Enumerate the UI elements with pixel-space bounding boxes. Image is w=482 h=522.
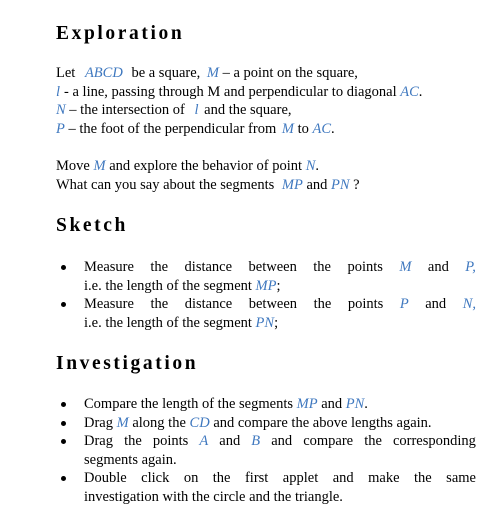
task-line-move	[56, 157, 476, 176]
text: – the intersection of	[69, 102, 185, 119]
text: and	[321, 396, 343, 412]
list-item-line	[84, 432, 476, 451]
word: the	[212, 470, 231, 487]
text: to	[297, 120, 309, 137]
bullet-icon	[61, 302, 66, 307]
text: investigation with the circle and the triangle.	[84, 488, 343, 505]
word: Double	[84, 470, 127, 487]
list-item-line	[84, 451, 476, 470]
word: the	[150, 259, 169, 275]
text: What can you say about the segments	[56, 176, 275, 193]
list-item-line	[84, 258, 476, 277]
word: the	[364, 433, 382, 450]
definition-line-square	[56, 64, 476, 83]
text: .	[364, 396, 368, 412]
text: – a point on the square,	[222, 65, 358, 81]
word: and	[219, 433, 241, 450]
word: Drag	[84, 433, 113, 450]
bullet-icon	[61, 265, 66, 270]
word: the	[313, 259, 331, 275]
word: points	[347, 296, 384, 313]
exploration-definitions	[56, 64, 476, 138]
word: and	[332, 470, 354, 487]
text: i.e. the length of the segment	[84, 277, 252, 294]
text: Let	[56, 65, 76, 81]
word: and	[427, 259, 449, 275]
text: be a square,	[131, 65, 201, 81]
bullet-icon	[61, 402, 66, 407]
word: same	[446, 470, 476, 487]
math-var-M: M	[116, 414, 129, 431]
list-item	[56, 432, 476, 469]
list-item	[56, 395, 476, 414]
investigation-list	[56, 395, 476, 507]
text: .	[331, 120, 335, 137]
list-item-line	[84, 488, 476, 507]
text: along the	[132, 414, 186, 431]
investigation-heading: Investigation	[56, 353, 199, 374]
word: the	[313, 296, 332, 313]
sketch-list	[56, 258, 476, 332]
word: click	[141, 470, 170, 487]
math-var-l: l	[56, 83, 61, 100]
word: distance	[184, 296, 233, 313]
word: between	[248, 296, 298, 313]
word: points	[347, 259, 383, 275]
math-var-P: P	[56, 120, 65, 137]
math-var-M: M	[93, 158, 106, 174]
word: and	[425, 296, 447, 313]
list-item-line	[84, 469, 476, 488]
word: on	[183, 470, 199, 487]
word: corresponding	[392, 433, 476, 450]
math-var-ABCD: ABCD	[84, 65, 123, 81]
definition-line-l	[56, 83, 476, 102]
word: Measure	[84, 259, 134, 275]
list-item	[56, 469, 476, 506]
text: and explore the behavior of point	[109, 158, 303, 174]
math-var-AC: AC	[312, 120, 332, 137]
word: applet	[282, 470, 319, 487]
text: - a line, passing through M and perpendicular to diagonal	[64, 83, 397, 100]
text: ;	[274, 314, 279, 331]
math-var-PN: PN	[255, 314, 275, 331]
math-var-AC: AC	[400, 83, 419, 100]
list-item	[56, 295, 476, 332]
math-var-A: A	[199, 433, 209, 450]
text: ;	[276, 277, 281, 294]
list-item-line	[84, 295, 476, 314]
text: .	[418, 83, 423, 100]
task-line-question	[56, 176, 476, 195]
word: make	[368, 470, 400, 487]
text: Move	[56, 158, 90, 174]
word: compare	[303, 433, 354, 450]
text: .	[315, 158, 319, 174]
math-var-CD: CD	[189, 414, 210, 431]
math-var-MP: MP	[281, 176, 303, 193]
list-item-line	[84, 314, 476, 333]
math-var-PN: PN	[331, 176, 350, 193]
text: segments again.	[84, 451, 177, 468]
bullet-icon	[61, 439, 66, 444]
text: and compare the above lengths again.	[213, 414, 432, 431]
word: and	[271, 433, 293, 450]
text: and	[306, 176, 328, 193]
word: the	[124, 433, 142, 450]
list-item-line	[84, 277, 476, 296]
text: and the square,	[204, 102, 292, 119]
math-var-PN: PN	[345, 396, 365, 412]
math-var-P: P,	[465, 259, 476, 275]
list-item	[56, 414, 476, 433]
word: the	[413, 470, 432, 487]
bullet-icon	[61, 476, 66, 481]
text: Compare the length of the segments	[84, 396, 293, 412]
list-item	[56, 258, 476, 295]
word: between	[248, 259, 297, 275]
text: – the foot of the perpendicular from	[68, 120, 277, 137]
bullet-icon	[61, 421, 66, 426]
list-item-line	[84, 414, 476, 433]
math-var-M: M	[399, 259, 412, 275]
math-var-M: M	[206, 65, 219, 81]
word: Measure	[84, 296, 134, 313]
math-var-N: N	[305, 158, 316, 174]
math-var-N: N	[56, 102, 66, 119]
word: the	[150, 296, 169, 313]
math-var-MP: MP	[255, 277, 277, 294]
definition-line-P	[56, 120, 476, 139]
word: distance	[184, 259, 233, 275]
math-var-N: N,	[462, 296, 476, 313]
math-var-M: M	[281, 120, 294, 137]
math-var-l: l	[194, 102, 199, 119]
math-var-P: P	[399, 296, 409, 313]
exploration-task	[56, 157, 476, 194]
list-item-line	[84, 395, 476, 414]
math-var-MP: MP	[296, 396, 318, 412]
text: i.e. the length of the segment	[84, 314, 252, 331]
definition-line-N	[56, 101, 476, 120]
text: ?	[353, 176, 360, 193]
exploration-heading: Exploration	[56, 23, 185, 44]
sketch-heading: Sketch	[56, 215, 128, 236]
text: Drag	[84, 414, 113, 431]
word: first	[244, 470, 269, 487]
math-var-B: B	[251, 433, 261, 450]
word: points	[152, 433, 189, 450]
